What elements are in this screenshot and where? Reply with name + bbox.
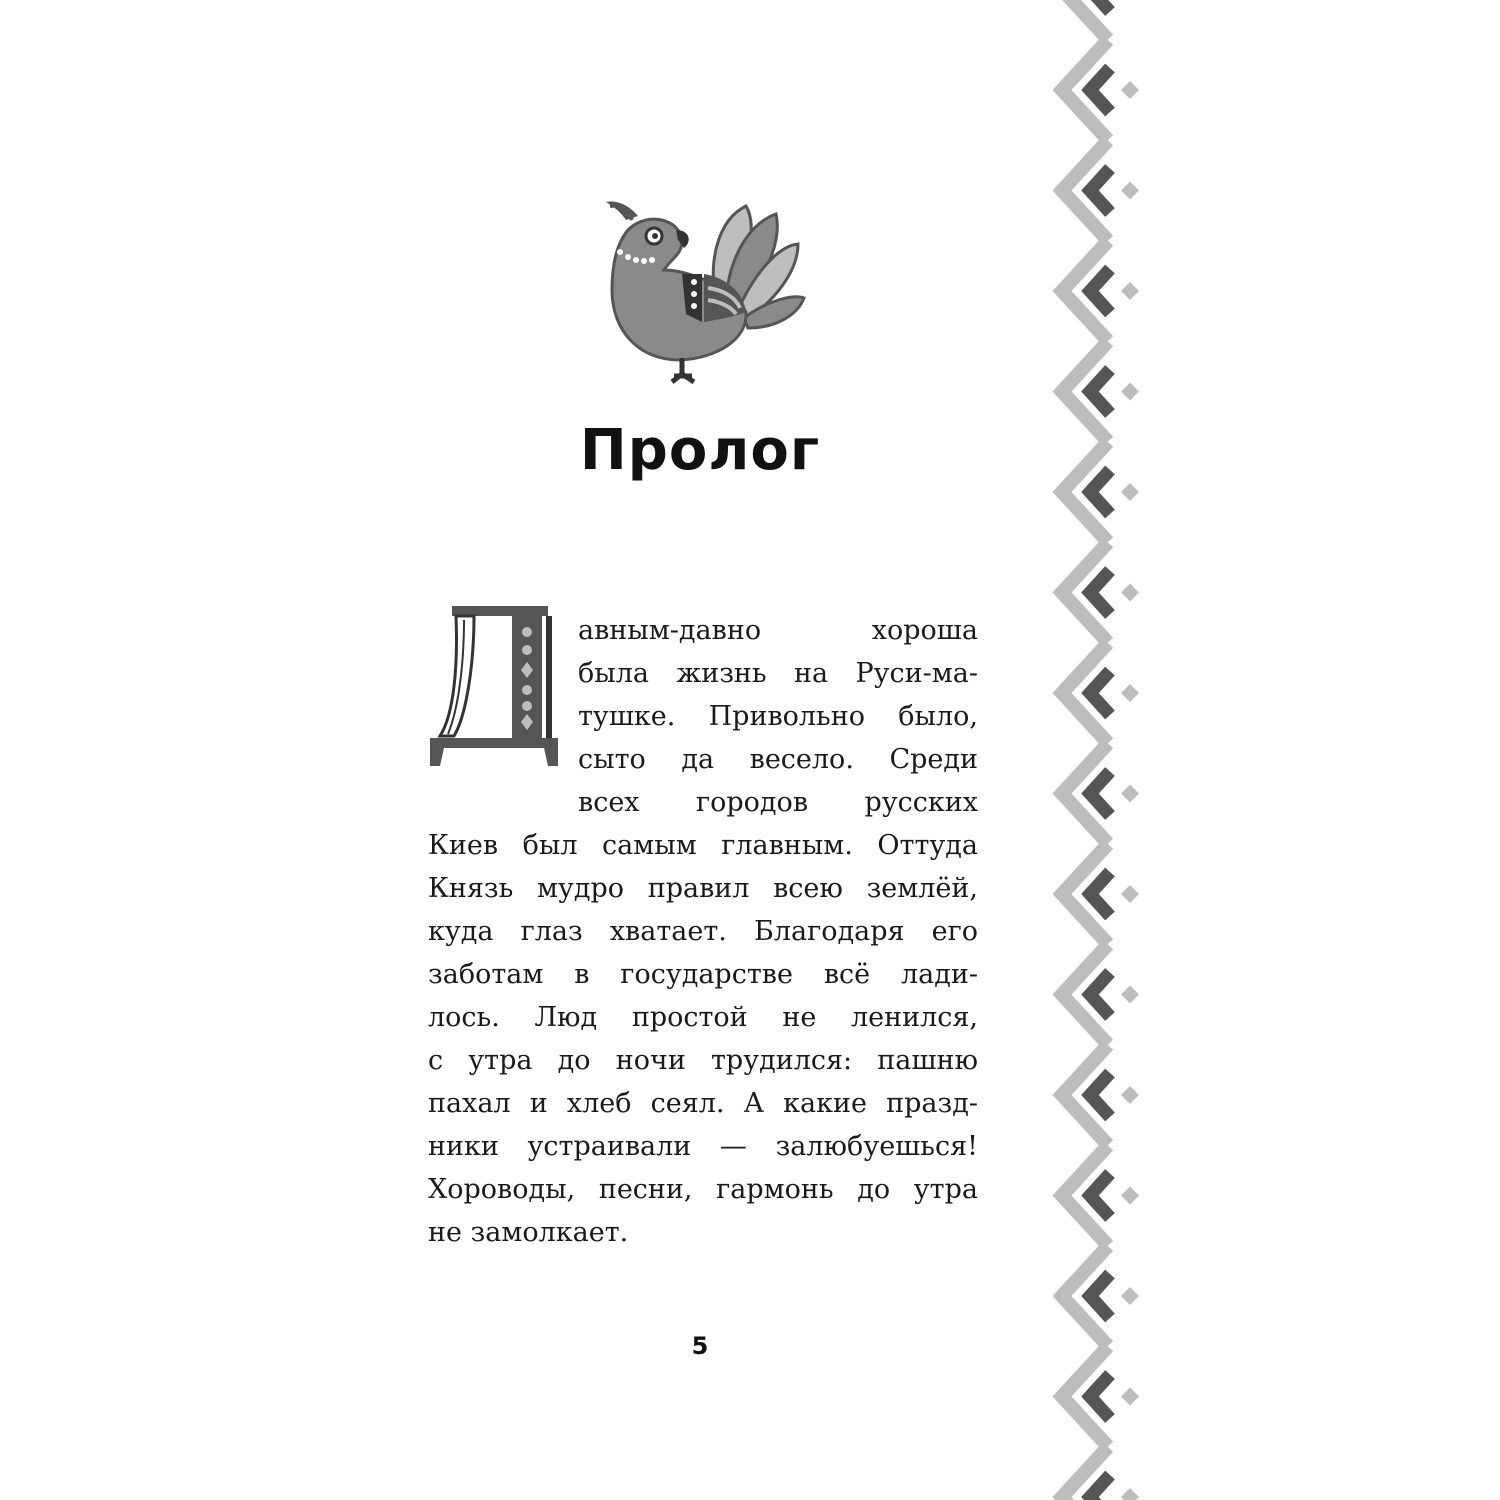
border-diamond — [1121, 785, 1139, 803]
text-line: Хороводы, песни, гармонь до утра — [428, 1174, 978, 1205]
border-arrow — [1090, 973, 1110, 1017]
text-line: лось. Люд простой не ленился, — [428, 1002, 978, 1033]
text-line: сыто да весело. Среди — [578, 744, 978, 775]
text-line: не замолкает. — [428, 1217, 629, 1248]
border-arrow — [1090, 470, 1110, 514]
border-diamond — [1121, 584, 1139, 602]
border-diamond — [1121, 182, 1139, 200]
text-line: Киев был самым главным. Оттуда — [428, 830, 978, 861]
border-arrow — [1090, 571, 1110, 615]
border-diamond — [1121, 1388, 1139, 1406]
border-arrow — [1090, 772, 1110, 816]
border-arrow — [1090, 1375, 1110, 1419]
border-arrow — [1090, 1274, 1110, 1318]
border-diamond — [1121, 684, 1139, 702]
page-number: 5 — [691, 1332, 709, 1360]
border-diamond — [1121, 1287, 1139, 1305]
border-arrow — [1090, 671, 1110, 715]
border-diamond — [1121, 483, 1139, 501]
text-line: с утра до ночи трудился: пашню — [428, 1045, 978, 1076]
border-diamond — [1121, 282, 1139, 300]
text-line: тушке. Привольно было, — [578, 701, 978, 732]
border-diamond — [1121, 1488, 1139, 1500]
border-arrow — [1090, 68, 1110, 112]
text-line: заботам в государстве всё лади- — [428, 959, 978, 990]
svg-text:Д: Д — [426, 606, 427, 607]
text-line: Князь мудро правил всею землёй, — [428, 873, 978, 904]
border-arrow — [1090, 370, 1110, 414]
drop-cap — [426, 606, 562, 770]
border-arrow — [1090, 872, 1110, 916]
border-diamond — [1121, 81, 1139, 99]
border-arrow — [1090, 1073, 1110, 1117]
text-line: авным-давно хороша — [578, 615, 978, 646]
border-diamond — [1121, 986, 1139, 1004]
chapter-title: Пролог — [579, 418, 821, 483]
text-line: ники устраивали — залюбуешься! — [428, 1131, 978, 1162]
border-arrow — [1090, 0, 1110, 12]
border-arrow — [1090, 1475, 1110, 1500]
border-diamond — [1121, 885, 1139, 903]
border-arrow — [1090, 169, 1110, 213]
text-line: всех городов русских — [578, 787, 978, 818]
folk-zigzag-border — [1050, 0, 1150, 1500]
border-diamond — [1121, 383, 1139, 401]
border-diamond — [1121, 1086, 1139, 1104]
border-arrow — [1090, 269, 1110, 313]
border-diamond — [1121, 1187, 1139, 1205]
border-arrow — [1090, 1174, 1110, 1218]
text-line: пахал и хлеб сеял. А какие празд- — [428, 1088, 978, 1119]
firebird-icon — [598, 190, 808, 386]
text-line: была жизнь на Руси-ма- — [578, 658, 978, 689]
text-line: куда глаз хватает. Благодаря его — [428, 916, 978, 947]
